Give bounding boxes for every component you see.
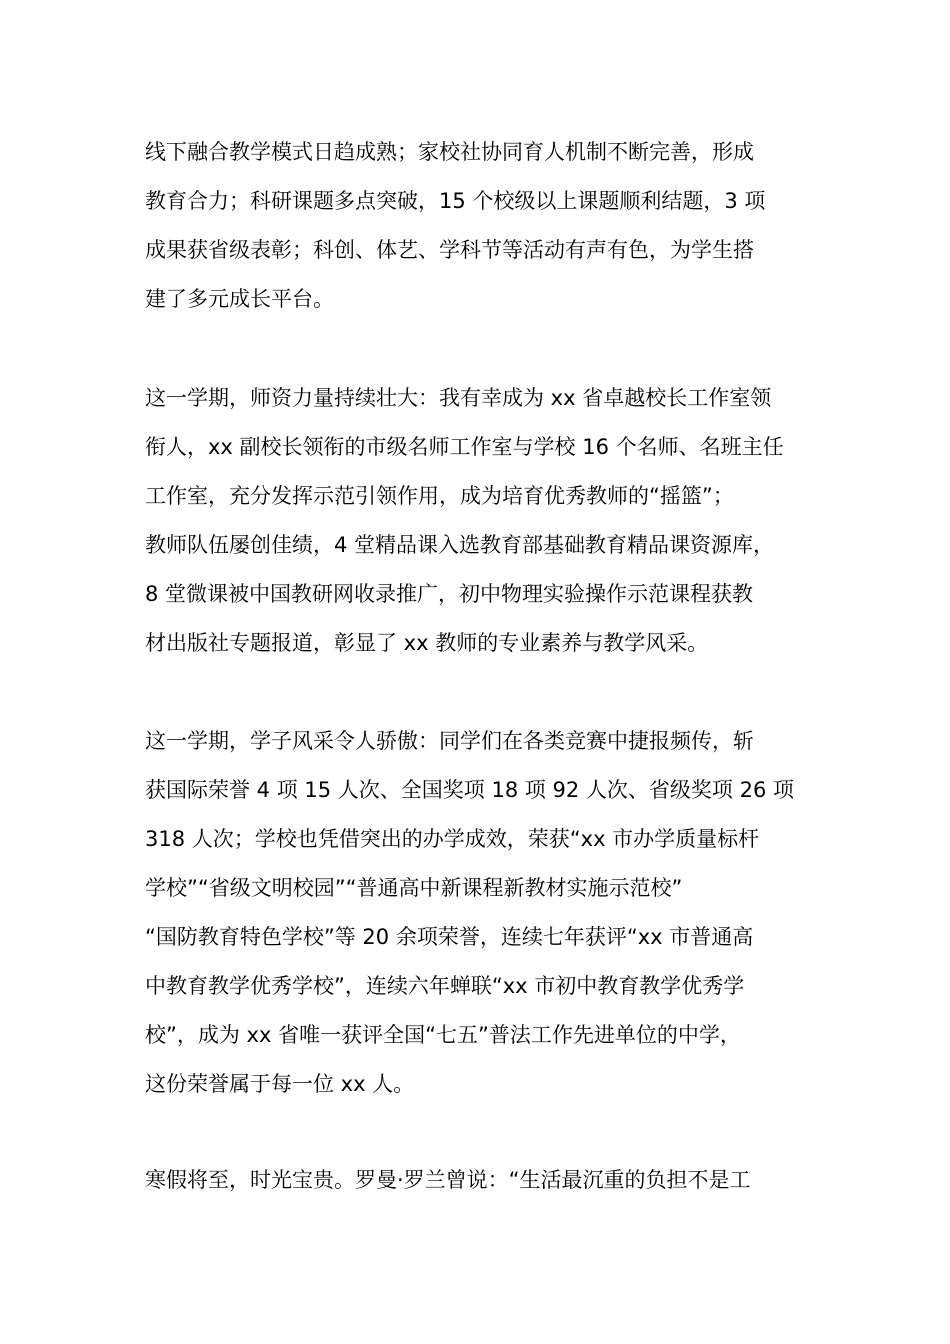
text-line: 教育合力；科研课题多点突破，15 个校级以上课题顺利结题，3 项 <box>145 189 766 213</box>
text-line: 获国际荣誉 4 项 15 人次、全国奖项 18 项 92 人次、省级奖项 26 项 <box>145 778 794 802</box>
text-line: 这一学期，师资力量持续壮大：我有幸成为 xx 省卓越校长工作室领 <box>145 386 772 410</box>
paragraph-student-honors <box>145 717 810 1109</box>
text-line: 校”，成为 xx 省唯一获评全国“七五”普法工作先进单位的中学， <box>145 1023 741 1047</box>
paragraph-teaching-staff <box>145 374 810 668</box>
text-line: “国防教育特色学校”等 20 余项荣誉，连续七年获评“xx 市普通高 <box>145 925 754 949</box>
text-line: 衔人，xx 副校长领衔的市级名师工作室与学校 16 个名师、名班主任 <box>145 435 784 459</box>
text-line: 教师队伍屡创佳绩，4 堂精品课入选教育部基础教育精品课资源库， <box>145 533 775 557</box>
paragraph-teaching-research <box>145 128 810 324</box>
text-line: 8 堂微课被中国教研网收录推广，初中物理实验操作示范课程获教 <box>145 582 754 606</box>
text-line: 寒假将至，时光宝贵。罗曼·罗兰曾说：“生活最沉重的负担不是工 <box>145 1168 751 1192</box>
text-line: 线下融合教学模式日趋成熟；家校社协同育人机制不断完善，形成 <box>145 140 754 164</box>
text-line: 成果获省级表彰；科创、体艺、学科节等活动有声有色，为学生搭 <box>145 238 754 262</box>
text-line: 建了多元成长平台。 <box>145 287 334 311</box>
text-line: 学校”“省级文明校园”“普通高中新课程新教材实施示范校” <box>145 876 683 900</box>
paragraph-winter-break <box>145 1156 810 1205</box>
text-line: 318 人次；学校也凭借突出的办学成效，荣获“xx 市办学质量标杆 <box>145 827 760 851</box>
text-line: 这份荣誉属于每一位 xx 人。 <box>145 1072 415 1096</box>
text-line: 材出版社专题报道，彰显了 xx 教师的专业素养与教学风采。 <box>145 631 709 655</box>
text-line: 中教育教学优秀学校”，连续六年蝉联“xx 市初中教育教学优秀学 <box>145 974 745 998</box>
text-line: 这一学期，学子风采令人骄傲：同学们在各类竞赛中捷报频传，斩 <box>145 729 754 753</box>
text-line: 工作室，充分发挥示范引领作用，成为培育优秀教师的“摇篮”； <box>145 484 734 508</box>
